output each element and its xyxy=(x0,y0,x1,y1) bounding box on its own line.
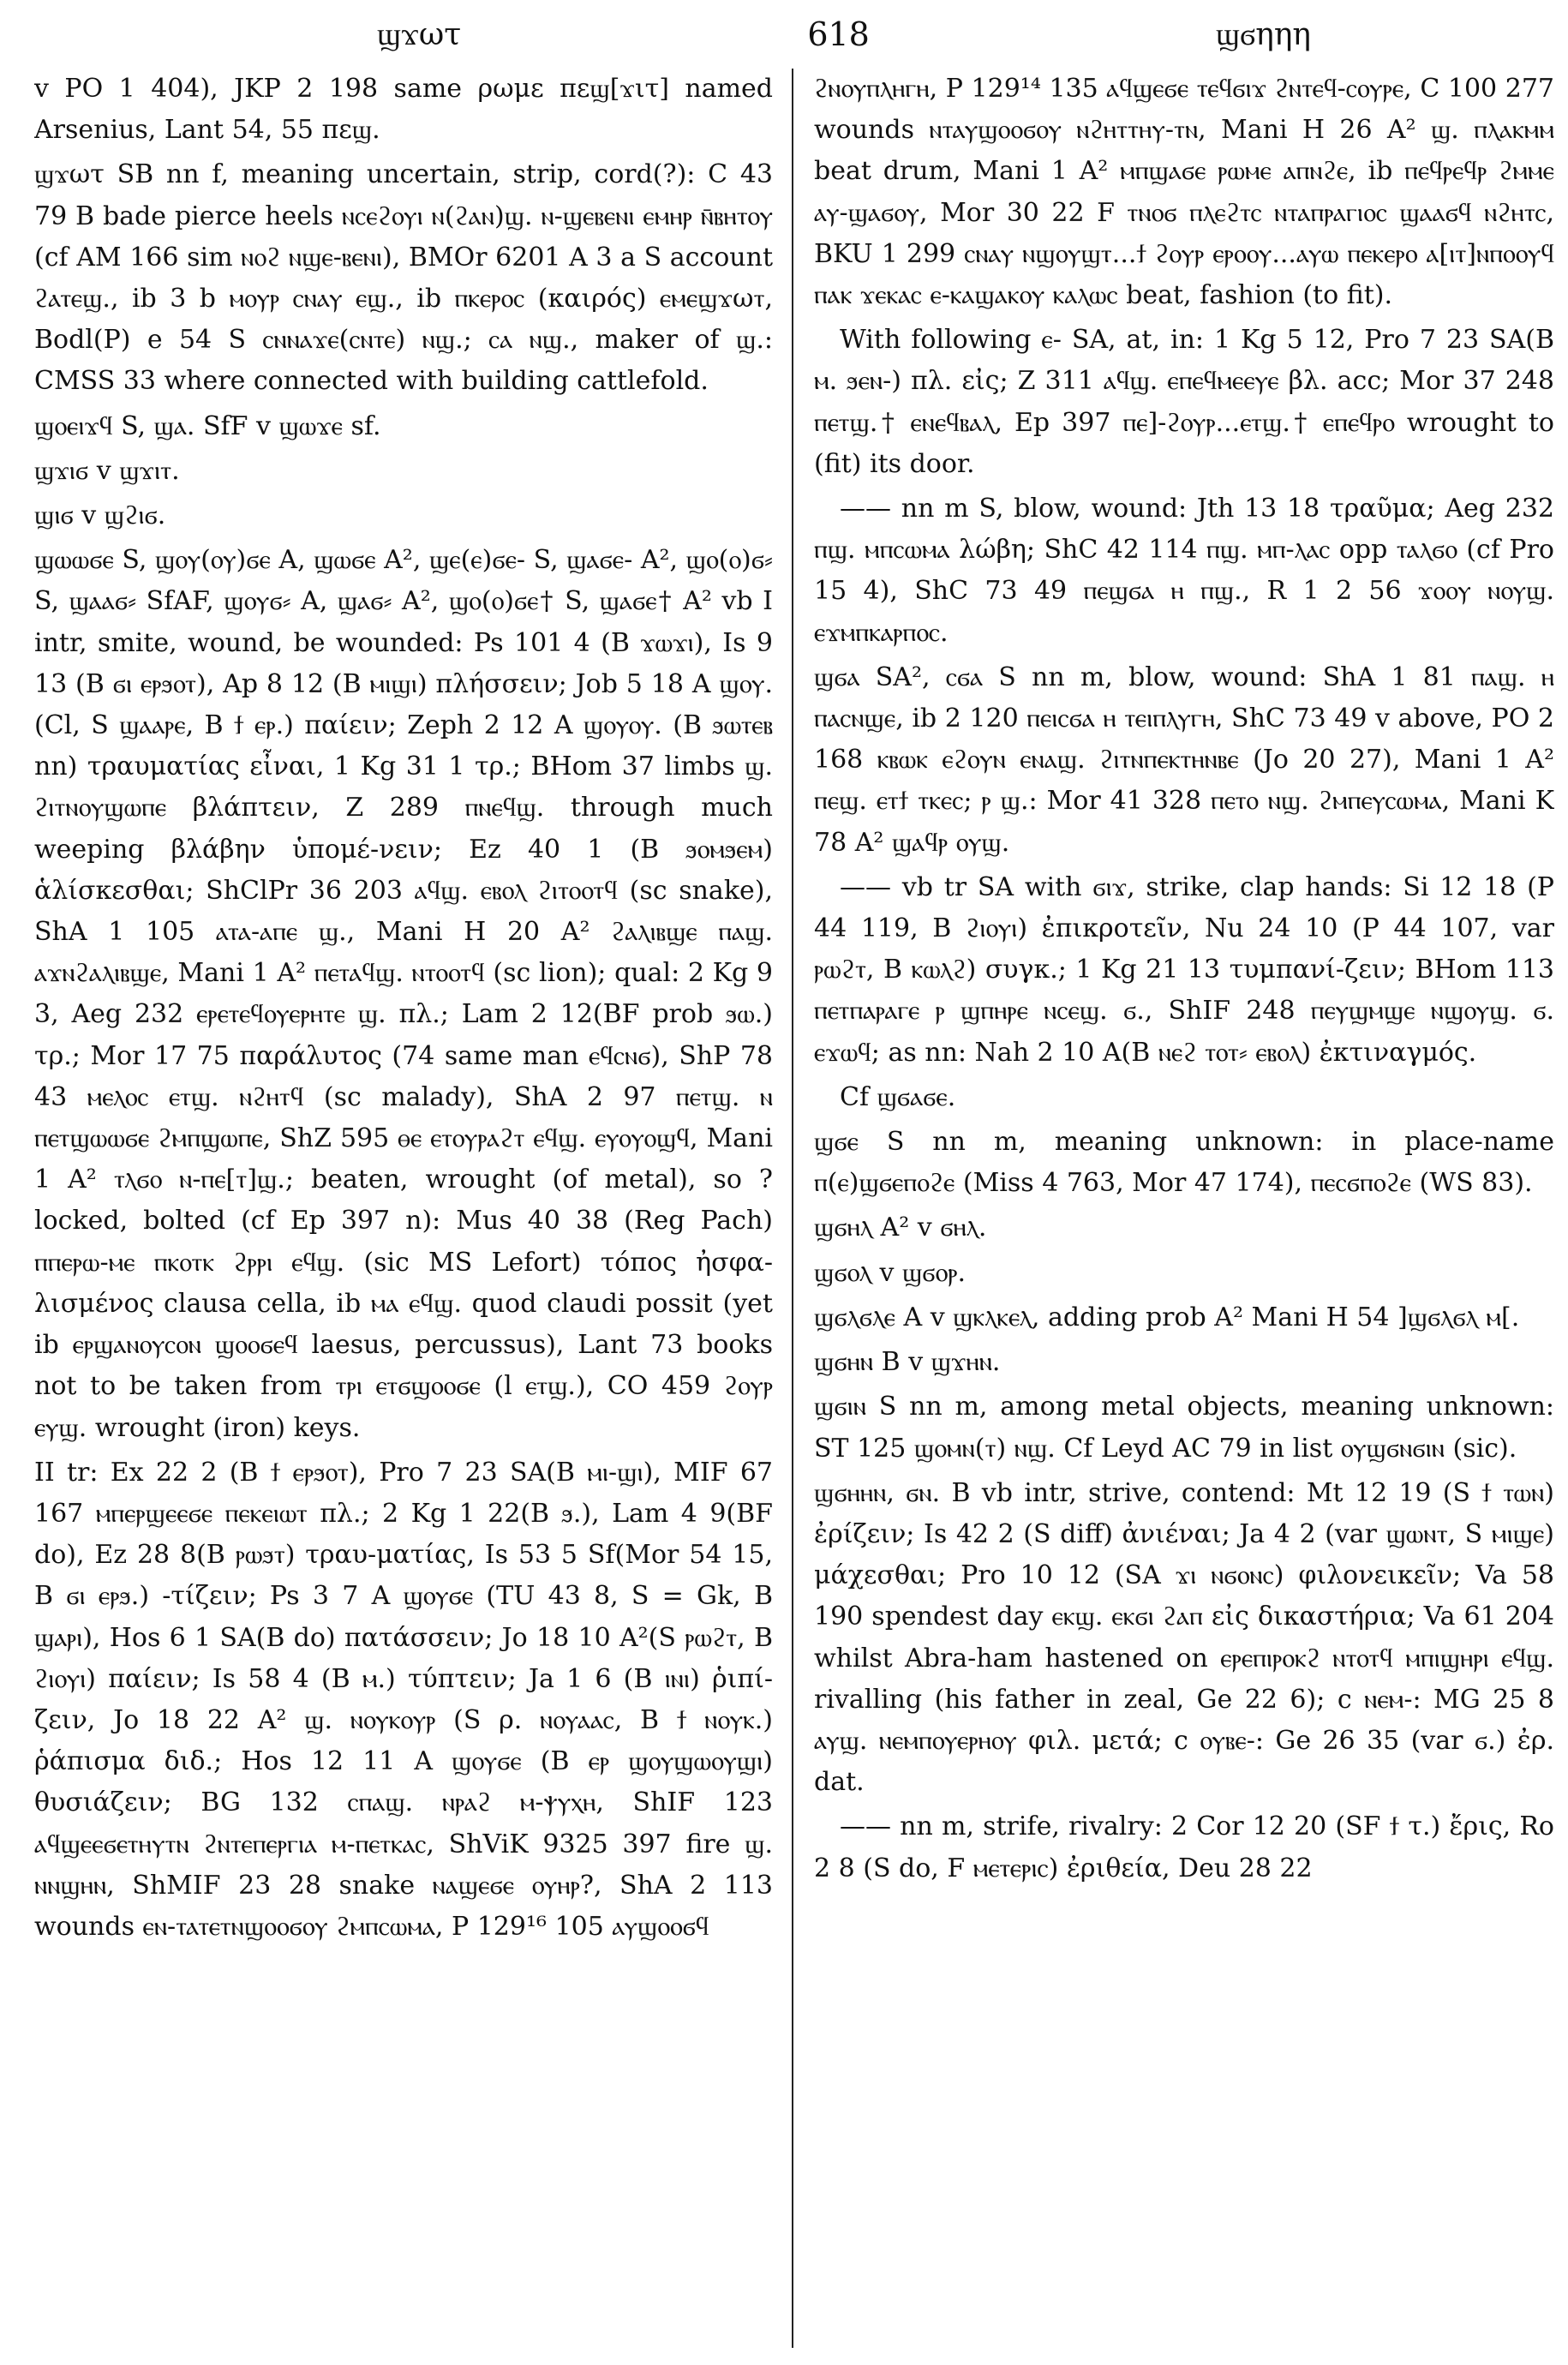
dictionary-entry: ϣϭⲏⲏⲛ, ϭⲛ. B vb intr, strive, contend: Mt 12 19 (S ϯ ⲧⲱⲛ) ἐρίζειν; Is 42 2 (S diff) ἀνιέναι; Ja 4 2 (var ϣⲱⲛⲧ, S ⲙⲓϣⲉ) μάχεσθαι; Pro 10 12 (SA ϫⲓ ⲛϭⲟⲛⲥ) φιλονεικεῖν; Va 58 190 spendest day ⲉⲕϣ. ⲉⲕϭⲓ ϩⲁⲡ εἰς δικαστήρια; Va 61 204 whilst Abra-ham hastened on ⲉⲣⲉⲡⲓⲣⲟⲕϩ ⲛⲧⲟⲧϥ ⲙⲡⲓϣⲏⲣⲓ ⲉϥϣ. rivalling (his father in zeal, Ge 22 6); c ⲛⲉⲙ-: MG 25 8 ⲁⲩϣ. ⲛⲉⲙⲡⲟⲩⲉⲣⲏⲟⲩ φιλ. μετά; c ⲟⲩⲃⲉ-: Ge 26 35 (var ϭ.) ἐρ. dat. xyxy=(814,1477,1554,1798)
dictionary-entry: ϣϫωτ SB nn f, meaning uncertain, strip, cord(?): C 43 79 B bade pierce heels ⲛⲥⲉϩⲟⲩⲓ ⲛ(ϩⲁⲛ)ϣ. ⲛ-ϣⲉⲃⲉⲛⲓ ⲉⲙⲏⲣ ⲛ̄ⲃⲏⲧⲟⲩ (cf AM 166 sim ⲛⲟϩ ⲛϣⲉ-ⲃⲉⲛⲓ), BMOr 6201 A 3 a S account ϩⲁⲧⲉϣ., ib 3 b ⲙⲟⲩⲣ ⲥⲛⲁⲩ ⲉϣ., ib ⲡⲕⲉⲣⲟⲥ (καιρός) ⲉⲙⲉϣϫωⲧ, Bodl(P) e 54 S ⲥⲛⲛⲁϫⲉ(ⲥⲛⲧⲉ) ⲛϣ.; ⲥⲁ ⲛϣ., maker of ϣ.: CMSS 33 where connected with building cattlefold. xyxy=(34,159,773,397)
dictionary-entry: ϣϭⲁ SA², ⲥϭⲁ S nn m, blow, wound: ShA 1 81 ⲡⲁϣ. ⲏ ⲡⲁⲥⲛϣⲉ, ib 2 120 ⲡⲉⲓⲥϭⲁ ⲏ ⲧⲉⲓⲡⲗⲩⲅⲏ, ShC 73 49 v above, PO 2 168 ⲕⲃⲱⲕ ⲉϩⲟⲩⲛ ⲉⲛⲁϣ. ϩⲓⲧⲛⲡⲉⲕⲧⲏⲛⲃⲉ (Jo 20 27), Mani 1 A² ⲡⲉϣ. ⲉⲧϯ ⲧⲕⲉⲥ; ⲣ ϣ.: Mor 41 328 ⲡⲉⲧⲟ ⲛϣ. ϩⲙⲡⲉⲩⲥⲱⲙⲁ, Mani K 78 A² ϣⲁϥⲣ ⲟⲩϣ. xyxy=(814,662,1554,858)
dictionary-entry: ϣϭⲟⲗ v ϣϭⲟⲣ. xyxy=(814,1257,966,1288)
dictionary-subentry: —— nn m S, blow, wound: Jth 13 18 τραῦμα; Aeg 232 ⲡϣ. ⲙⲡⲥⲱⲙⲁ λώβη; ShC 42 114 ⲡϣ. ⲙⲡ-ⲗⲁⲥ opp ⲧⲁⲗϭⲟ (cf Pro 15 4), ShC 73 49 ⲡⲉϣϭⲁ ⲏ ⲡϣ., R 1 2 56 ϫⲟⲟⲩ ⲛⲟⲩϣ. ⲉϫⲙⲡⲕⲁⲣⲡⲟⲥ. xyxy=(814,494,1554,648)
dictionary-entry: ϣϫⲓϭ v ϣϫⲓⲧ. xyxy=(34,455,180,486)
right-column xyxy=(814,69,1554,2348)
dictionary-subentry: —— nn m, strife, rivalry: 2 Cor 12 20 (SF ϯ τ.) ἔρις, Ro 2 8 (S do, F ⲙⲉⲧⲉⲣⲓⲥ) ἐριθεία, Deu 28 22 xyxy=(814,1811,1554,1883)
dictionary-entry: ϣϭⲉ S nn m, meaning unknown: in place-name ⲡ(ⲉ)ϣϭⲉⲡⲟϩⲉ (Miss 4 763, Mor 47 174), ⲡⲉⲥϭⲡⲟϩⲉ (WS 83). xyxy=(814,1127,1554,1199)
running-head xyxy=(34,9,1534,60)
header-left-headword: ϣϫωτ xyxy=(377,17,462,52)
dictionary-entry: v PO 1 404), JKP 2 198 same ρωμε πεϣ[ϫιτ] named Arsenius, Lant 54, 55 πεϣ. xyxy=(34,74,773,146)
cross-reference: Cf ϣϭⲁϭⲉ. xyxy=(840,1081,956,1112)
dictionary-entry: ϣϭⲏⲛ B v ϣϫⲏⲛ. xyxy=(814,1347,1001,1378)
dictionary-entry: ϣϭⲏⲗ A² v ϭⲏⲗ. xyxy=(814,1212,987,1243)
dictionary-entry: ϣⲱⲱϭⲉ S, ϣⲟⲩ(ⲟⲩ)ϭⲉ A, ϣⲱϭⲉ A², ϣⲉ(ⲉ)ϭⲉ- S, ϣⲁϭⲉ- A², ϣⲟ(ⲟ)ϭ⸗ S, ϣⲁⲁϭ⸗ SfAF, ϣⲟⲩϭ⸗ A, ϣⲁϭ⸗ A², ϣⲟ(ⲟ)ϭⲉ† S, ϣⲁϭⲉ† A² vb I intr, smite, wound, be wounded: Ps 101 4 (B ϫⲱϫⲓ), Is 9 13 (B ϭⲓ ⲉⲣϧⲟⲧ), Ap 8 12 (B ⲙⲓϣⲓ) πλήσσειν; Job 5 18 A ϣⲟⲩ. (Cl, S ϣⲁⲁⲣⲉ, B ϯ ⲉⲣ.) παίειν; Zeph 2 12 A ϣⲟⲩⲟⲩ. (B ϧⲱⲧⲉⲃ nn) τραυματίας εἶναι, 1 Kg 31 1 τρ.; BHom 37 limbs ϣ. ϩⲓⲧⲛⲟⲩϣⲱⲡⲉ βλάπτειν, Z 289 ⲡⲛⲉϥϣ. through much weeping βλάβην ὑπομέ-νειν; Ez 40 1 (B ϧⲟⲙϧⲉⲙ) ἁλίσκεσθαι; ShClPr 36 203 ⲁϥϣ. ⲉⲃⲟⲗ ϩⲓⲧⲟⲟⲧϥ (sc snake), ShA 1 105 ⲁⲧⲁ-ⲁⲡⲉ ϣ., Mani H 20 A² ϩⲁⲗⲓⲃϣⲉ ⲡⲁϣ. ⲁϫⲛϩⲁⲗⲓⲃϣⲉ, Mani 1 A² ⲡⲉⲧⲁϥϣ. ⲛⲧⲟⲟⲧϥ (sc lion); qual: 2 Kg 9 3, Aeg 232 ⲉⲣⲉⲧⲉϥⲟⲩⲉⲣⲏⲧⲉ ϣ. πλ.; Lam 2 12(BF prob ϧⲱ.) τρ.; Mor 17 75 παράλυτος (74 same man ⲉϥⲥⲛϭ), ShP 78 43 ⲙⲉⲗⲟⲥ ⲉⲧϣ. ⲛϩⲏⲧϥ (sc malady), ShA 2 97 ⲡⲉⲧϣ. ⲛ ⲡⲉⲧϣⲱⲱϭⲉ ϩⲙⲡϣⲱⲡⲉ, ShZ 595 ⲑⲉ ⲉⲧⲟⲩⲣⲁϩⲧ ⲉϥϣ. ⲉⲩⲟⲩⲟϣϥ, Mani 1 A² ⲧⲗϭⲟ ⲛ-ⲡⲉ[ⲧ]ϣ.; beaten, wrought (of metal), so ? locked, bolted (cf Ep 397 n): Mus 40 38 (Reg Pach) ⲡⲡⲉⲣⲱ-ⲙⲉ ⲡⲕⲟⲧⲕ ϩⲣⲣⲓ ⲉϥϣ. (sic MS Lefort) τόπος ἠσφα-λισμένος clausa cella, ib ⲙⲁ ⲉϥϣ. quod claudi possit (yet ib ⲉⲣϣⲁⲛⲟⲩⲥⲟⲛ ϣⲟⲟϭⲉϥ laesus, percussus), Lant 73 books not to be taken from ⲧⲣⲓ ⲉⲧϭϣⲟⲟϭⲉ (l ⲉⲧϣ.), CO 459 ϩⲟⲩⲣ ⲉⲩϣ. wrought (iron) keys. xyxy=(34,545,773,1443)
header-right-headword: ϣϭηηη xyxy=(1215,17,1311,52)
dictionary-entry: ϣⲓϭ v ϣϩⲓϭ. xyxy=(34,500,166,531)
dictionary-entry: ϣⲟⲉⲓϫϥ S, ϣⲁ. SfF v ϣⲱϫⲉ sf. xyxy=(34,410,381,441)
dictionary-subentry: With following ⲉ- SA, at, in: 1 Kg 5 12, Pro 7 23 SA(B ⲙ. ϧⲉⲛ-) πλ. εἰς; Z 311 ⲁϥϣ. ⲉⲡⲉϥⲙⲉⲉⲩⲉ βλ. acc; Mor 37 248 ⲡⲉⲧϣ.† ⲉⲛⲉϥⲃⲁⲗ, Ep 397 ⲡⲉ]-ϩⲟⲩⲣ...ⲉⲧϣ.† ⲉⲡⲉϥⲣⲟ wrought to (fit) its door. xyxy=(814,325,1554,479)
dictionary-subentry: —— vb tr SA with ϭⲓϫ, strike, clap hands: Si 12 18 (P 44 119, B ϩⲓⲟⲩⲓ) ἐπικροτεῖν, Nu 24 10 (P 44 107, var ⲣⲱϩⲧ, B ⲕⲱⲗϩ) συγκ.; 1 Kg 21 13 τυμπανί-ζειν; BHom 113 ⲡⲉⲧⲡⲁⲣⲁⲅⲉ ⲣ ϣⲡⲏⲣⲉ ⲛⲥⲉϣ. ϭ., ShIF 248 ⲡⲉⲩϣⲙϣⲉ ⲛϣⲟⲩϣ. ϭ. ⲉϫⲱϥ; as nn: Nah 2 10 A(B ⲛⲉϩ ⲧⲟⲧ⸗ ⲉⲃⲟⲗ) ἐκτιναγμός. xyxy=(814,871,1554,1068)
dictionary-entry: II tr: Ex 22 2 (B ϯ ⲉⲣϧⲟⲧ), Pro 7 23 SA(B ⲙⲓ-ϣⲓ), MIF 67 167 ⲙⲡⲉⲣϣⲉⲉϭⲉ ⲡⲉⲕⲉⲓⲱⲧ πλ.; 2 Kg 1 22(B ϧ.), Lam 4 9(BF do), Ez 28 8(B ⲣⲱϧⲧ) τραυ-ματίας, Is 53 5 Sf(Mor 54 15, B ϭⲓ ⲉⲣϧ.) -τίζειν; Ps 3 7 A ϣⲟⲩϭⲉ (TU 43 8, S = Gk, B ϣⲁⲣⲓ), Hos 6 1 SA(B do) πατάσσειν; Jo 18 10 A²(S ⲣⲱϩⲧ, B ϩⲓⲟⲩⲓ) παίειν; Is 58 4 (B ⲙ.) τύπτειν; Ja 1 6 (B ⲓⲛⲓ) ῥιπί-ζειν, Jo 18 22 A² ϣ. ⲛⲟⲩⲕⲟⲩⲣ (S ρ. ⲛⲟⲩⲁⲁⲥ, B ϯ ⲛⲟⲩⲕ.) ῥάπισμα διδ.; Hos 12 11 A ϣⲟⲩϭⲉ (B ⲉⲣ ϣⲟⲩϣⲱⲟⲩϣⲓ) θυσιάζειν; BG 132 ⲥⲡⲁϣ. ⲛⲣⲁϩ ⲙ-ⲯⲩⲭⲏ, ShIF 123 ⲁϥϣⲉⲉϭⲉⲧⲏⲩⲧⲛ ϩⲛⲧⲉⲡⲉⲣⲅⲓⲁ ⲙ-ⲡⲉⲧⲕⲁⲥ, ShViK 9325 397 fire ϣ. ⲛⲛϣⲏⲛ, ShMIF 23 28 snake ⲛⲁϣⲉϭⲉ ⲟⲩⲏⲣ?, ShA 2 113 wounds ⲉⲛ-ⲧⲁⲧⲉⲧⲛϣⲟⲟϭⲟⲩ ϩⲙⲡⲥⲱⲙⲁ, P 129¹⁶ 105 ⲁⲩϣⲟⲟϭϥ xyxy=(34,1457,773,1942)
page-number: 618 xyxy=(807,15,870,53)
dictionary-entry: ϣϭⲗϭⲗⲉ A v ϣⲕⲗⲕⲉⲗ, adding prob A² Mani H 54 ]ϣϭⲗϭⲗ ⲙ[. xyxy=(814,1302,1520,1332)
dictionary-entry: ϩⲛⲟⲩⲡⲗⲏⲅⲏ, P 129¹⁴ 135 ⲁϥϣⲉϭⲉ ⲧⲉϥϭⲓϫ ϩⲛⲧⲉϥ-ⲥⲟⲩⲣⲉ, C 100 277 wounds ⲛⲧⲁⲩϣⲟⲟϭⲟⲩ ⲛϩⲏⲧⲧⲏⲩ-ⲧⲛ, Mani H 26 A² ϣ. ⲡⲗⲁⲕⲙⲙ beat drum, Mani 1 A² ⲙⲡϣⲁϭⲉ ⲣⲱⲙⲉ ⲁⲡⲛϩⲉ, ib ⲡⲉϥⲣⲉϥⲣ ϩⲙⲙⲉ ⲁⲩ-ϣⲁϭⲟⲩ, Mor 30 22 F ⲧⲛⲟϭ ⲡⲗⲉϩⲧⲥ ⲛⲧⲁⲡⲣⲁⲅⲓⲟⲥ ϣⲁⲁϭϥ ⲛϩⲏⲧⲥ, BKU 1 299 ⲥⲛⲁⲩ ⲛϣⲟⲩϣⲧ...ϯ ϩⲟⲩⲣ ⲉⲣⲟⲟⲩ...ⲁⲩⲱ ⲡⲉⲕⲉⲣⲟ ⲁ[ⲓⲧ]ⲛⲡⲟⲟⲩϥ ⲡⲁⲕ ϫⲉⲕⲁⲥ ⲉ-ⲕⲁϣⲁⲕⲟⲩ ⲕⲁⲗⲱⲥ beat, fashion (to fit). xyxy=(814,74,1554,311)
dictionary-entry: ϣϭⲓⲛ S nn m, among metal objects, meaning unknown: ST 125 ϣⲟⲙⲛ(ⲧ) ⲛϣ. Cf Leyd AC 79 in list ⲟⲩϣϭⲛϭⲓⲛ (sic). xyxy=(814,1392,1554,1464)
left-column xyxy=(34,69,773,2348)
column-divider xyxy=(792,69,793,2348)
